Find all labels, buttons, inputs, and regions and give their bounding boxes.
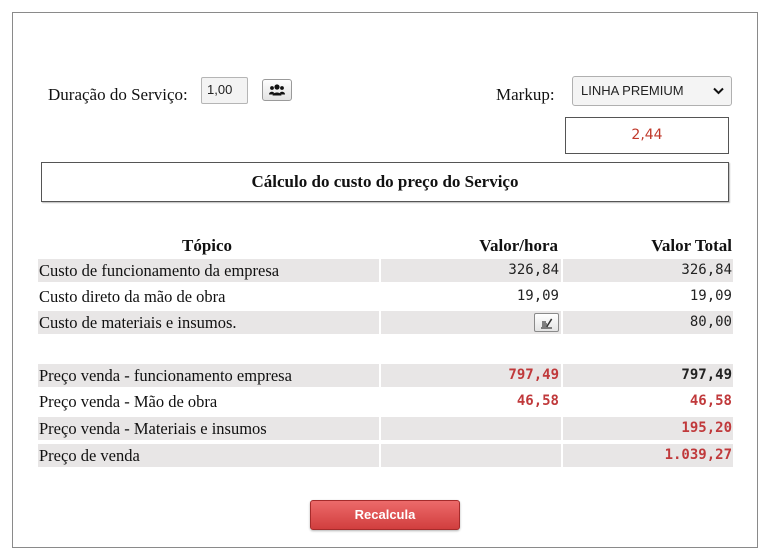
table-row [38,364,733,387]
row-total-value: 326,84 [563,259,733,282]
row-topic: Preço de venda [38,444,379,467]
row-total-value: 19,09 [689,288,732,304]
table-row [38,417,733,440]
row-total-value: 797,49 [563,364,733,387]
row-topic: Preço venda - Mão de obra [39,392,218,411]
row-hour-value [381,417,561,440]
row-topic: Custo direto da mão de obra [39,287,226,306]
markup-selected-value: LINHA PREMIUM [581,83,684,98]
chevron-down-icon [713,87,724,95]
table-row [38,444,733,467]
row-total-value: 195,20 [563,417,733,440]
col-header-hour: Valor/hora [479,236,558,255]
edit-list-icon [540,317,553,329]
calc-title: Cálculo do custo do preço do Serviço [41,162,729,202]
team-button[interactable] [262,79,292,101]
col-header-topic: Tópico [182,236,233,255]
row-hour-value [381,444,561,467]
row-hour-cell [381,311,561,334]
materials-edit-button[interactable] [534,313,559,332]
row-topic: Custo de materiais e insumos. [38,311,379,334]
row-total-value: 46,58 [689,393,732,409]
row-topic: Preço venda - funcionamento empresa [38,364,379,387]
recalculate-button[interactable]: Recalcula [310,500,460,530]
row-hour-value: 326,84 [381,259,561,282]
markup-select[interactable] [572,76,732,106]
row-total-value: 80,00 [563,311,733,334]
duration-input[interactable]: 1,00 [201,77,248,104]
users-icon [269,84,285,96]
markup-label: Markup: [496,85,555,104]
row-hour-value: 19,09 [516,288,559,304]
table-row [38,311,733,334]
row-hour-value: 46,58 [516,393,559,409]
row-topic: Preço venda - Materiais e insumos [38,417,379,440]
table-row [38,285,733,308]
table-row [38,259,733,282]
col-header-total: Valor Total [651,236,732,255]
row-hour-value: 797,49 [381,364,561,387]
row-topic: Custo de funcionamento da empresa [38,259,379,282]
sale-price-total: 1.039,27 [563,444,733,467]
duration-label: Duração do Serviço: [48,85,188,104]
markup-value: 2,44 [565,117,729,154]
table-row [38,390,733,413]
